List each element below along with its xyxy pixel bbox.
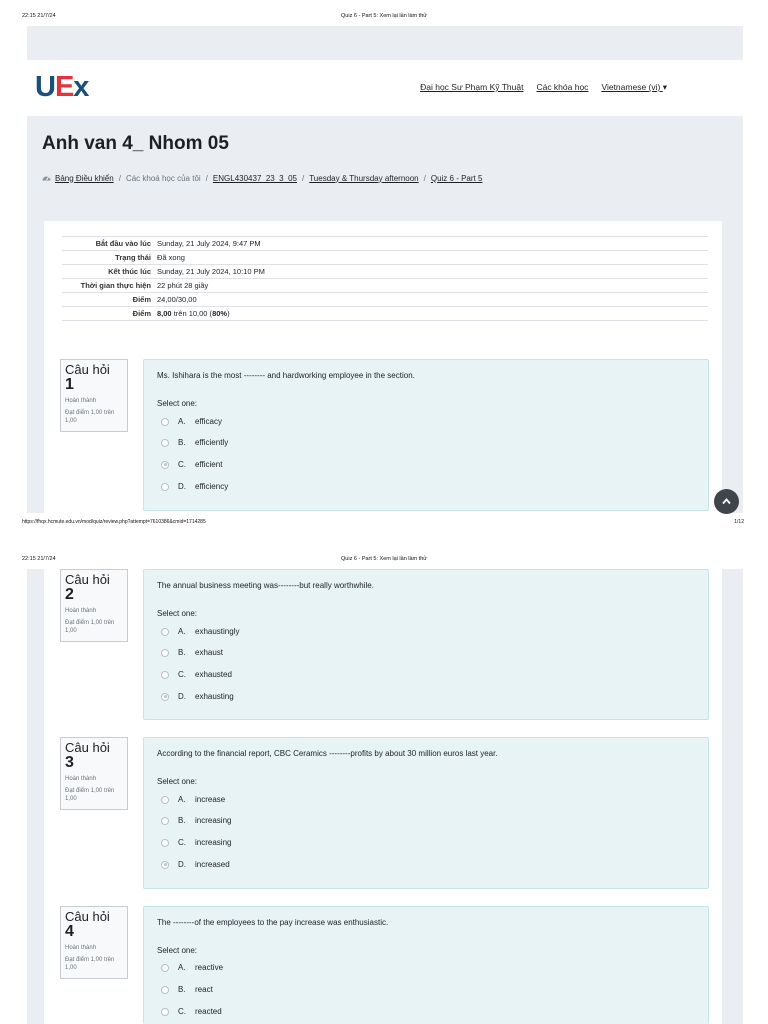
radio-button[interactable] [161, 986, 169, 994]
language-menu[interactable]: Vietnamese (vi) ▾ [601, 82, 667, 92]
dashboard-icon [42, 173, 51, 183]
question-text: The annual business meeting was--------but really worthwhile. [157, 581, 374, 590]
attempt-summary-table [62, 236, 708, 321]
answer-option[interactable]: C. increasing [161, 838, 231, 847]
print-page-number: 1/12 [734, 519, 744, 525]
breadcrumb-dashboard[interactable]: Bảng Điều khiển [55, 173, 114, 183]
answer-option[interactable]: B. efficiently [161, 438, 228, 447]
radio-button[interactable] [161, 628, 169, 636]
radio-button[interactable] [161, 418, 169, 426]
radio-button[interactable] [161, 839, 169, 847]
answer-option[interactable]: A. increase [161, 795, 225, 804]
print-header: 22:15 21/7/24 Quiz 6 - Part 5: Xem lại lần làm thử [22, 556, 427, 562]
question-info: Câu hỏi 1 Hoàn thành Đạt điểm 1,00 trên 1,00 [60, 359, 128, 432]
table-row: Thời gian thực hiện 22 phút 28 giây [62, 279, 708, 293]
answer-option[interactable]: C. reacted [161, 1007, 222, 1016]
answer-option[interactable]: D. exhausting [161, 692, 234, 701]
answer-option[interactable]: A. reactive [161, 963, 223, 972]
question-number: 1 [65, 376, 74, 393]
question-content [143, 359, 709, 511]
question-info: Câu hỏi 4 Hoàn thành Đạt điểm 1,00 trên 1,00 [60, 906, 128, 979]
radio-button[interactable] [161, 671, 169, 679]
answer-option[interactable]: B. react [161, 985, 213, 994]
radio-button-selected[interactable] [161, 693, 169, 701]
site-logo[interactable]: UEx [35, 71, 89, 103]
table-row: Điểm 24,00/30,00 [62, 293, 708, 307]
question-content: The annual business meeting was--------but really worthwhile. Select one: A. exhaustingly B. exhaust C. exhausted D. exhausting [143, 569, 709, 720]
table-row: Bắt đầu vào lúc Sunday, 21 July 2024, 9:47 PM [62, 237, 708, 251]
answer-option[interactable]: A. efficacy [161, 417, 222, 426]
answer-option[interactable]: D. efficiency [161, 482, 228, 491]
question-number: 3 [65, 754, 74, 771]
breadcrumb: Bảng Điều khiển / Các khoá học của tôi / ENGL430437_23_3_05 / Tuesday & Thursday afternoon / Quiz 6 - Part 5 [42, 173, 482, 183]
chevron-down-icon: ▾ [662, 82, 667, 92]
table-row: Kết thúc lúc Sunday, 21 July 2024, 10:10 PM [62, 265, 708, 279]
nav-link-university[interactable]: Đại học Sư Phạm Kỹ Thuật [420, 82, 524, 92]
print-timestamp: 22:15 21/7/24 [22, 13, 56, 19]
chevron-up-icon[interactable] [714, 489, 739, 514]
radio-button[interactable] [161, 483, 169, 491]
answer-option[interactable]: C. exhausted [161, 670, 232, 679]
breadcrumb-quiz[interactable]: Quiz 6 - Part 5 [430, 173, 483, 183]
answer-option[interactable]: D. increased [161, 860, 230, 869]
radio-button-selected[interactable] [161, 861, 169, 869]
table-row: Trạng thái Đã xong [62, 251, 708, 265]
print-header [0, 0, 768, 19]
question-info: Câu hỏi 3 Hoàn thành Đạt điểm 1,00 trên 1,00 [60, 737, 128, 810]
radio-button[interactable] [161, 649, 169, 657]
final-grade: 8,00 trên 10,00 (80%) [154, 307, 708, 321]
breadcrumb-course[interactable]: ENGL430437_23_3_05 [212, 173, 297, 183]
answer-option[interactable]: B. exhaust [161, 648, 223, 657]
question-number: 2 [65, 586, 74, 603]
question-content: According to the financial report, CBC Ceramics --------profits by about 30 million euros last year. Select one: A. increase B. increasing C. increasing D. increased [143, 737, 709, 889]
navbar [27, 60, 743, 116]
nav-links [420, 82, 667, 93]
table-row: Điểm 8,00 trên 10,00 (80%) [62, 307, 708, 321]
breadcrumb-my-courses: Các khoá học của tôi [125, 173, 201, 183]
question-grade: Đạt điểm 1,00 trên 1,00 [65, 410, 115, 424]
question-number: 4 [65, 923, 74, 940]
nav-link-courses[interactable]: Các khóa học [536, 82, 589, 92]
print-url: https://fhqx.hcmute.edu.vn/mod/quiz/review.php?attempt=7610386&cmid=1714285 [22, 519, 206, 525]
radio-button-selected[interactable] [161, 461, 169, 469]
question-text: Ms. Ishihara is the most -------- and hardworking employee in the section. [157, 371, 415, 380]
radio-button[interactable] [161, 796, 169, 804]
breadcrumb-section[interactable]: Tuesday & Thursday afternoon [309, 173, 419, 183]
radio-button[interactable] [161, 817, 169, 825]
answer-option[interactable]: A. exhaustingly [161, 627, 239, 636]
question-info: Câu hỏi 2 Hoàn thành Đạt điểm 1,00 trên 1,00 [60, 569, 128, 642]
question-text: The --------of the employees to the pay increase was enthusiastic. [157, 918, 389, 927]
radio-button[interactable] [161, 439, 169, 447]
print-page-title: Quiz 6 - Part 5: Xem lại lần làm thử [341, 13, 427, 19]
course-title: Anh van 4_ Nhom 05 [42, 133, 229, 154]
select-prompt: Select one: [157, 399, 198, 408]
question-text: According to the financial report, CBC Ceramics --------profits by about 30 million euros last year. [157, 749, 498, 758]
question-state: Hoàn thành [65, 398, 97, 404]
answer-option[interactable]: C. efficient [161, 460, 222, 469]
radio-button[interactable] [161, 1008, 169, 1016]
question-content: The --------of the employees to the pay increase was enthusiastic. Select one: A. reactive B. react C. reacted [143, 906, 709, 1024]
answer-option[interactable]: B. increasing [161, 816, 231, 825]
radio-button[interactable] [161, 964, 169, 972]
